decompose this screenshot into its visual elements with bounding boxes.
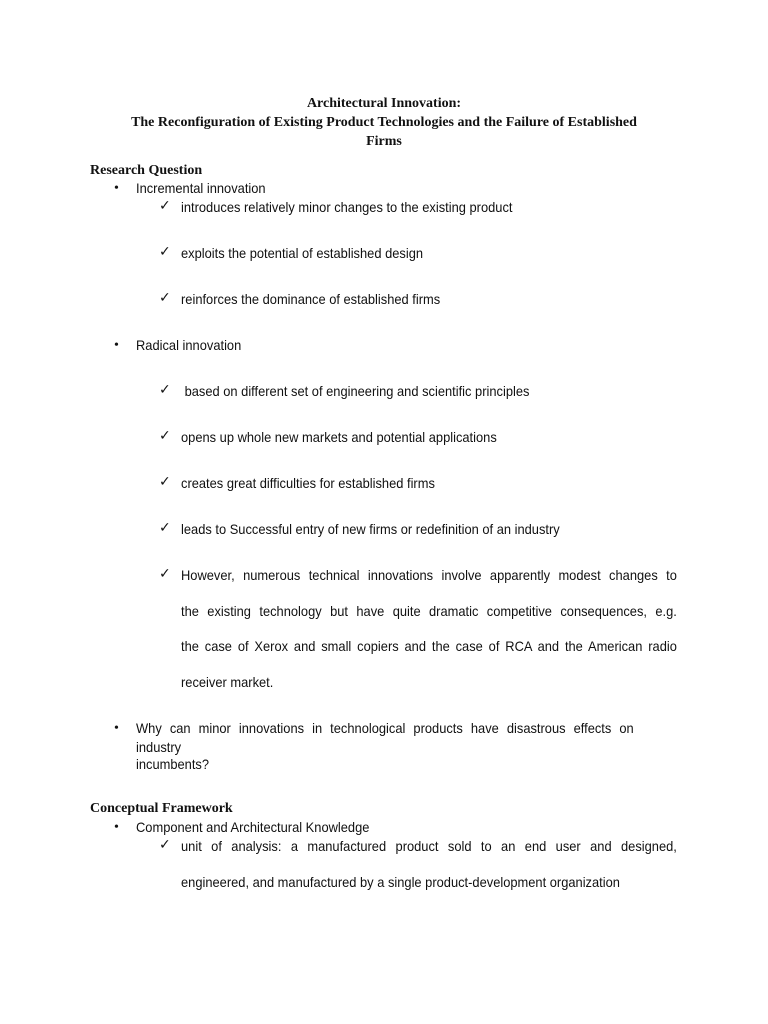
radical-item-4: leads to Successful entry of new firms or redefinition of an industry: [181, 521, 560, 537]
unit-of-analysis-line-1: unit of analysis: a manufactured product sold to an end user and designed,: [181, 838, 677, 854]
incremental-item-1: introduces relatively minor changes to the existing product: [181, 199, 513, 215]
checkmark-icon: ✓: [159, 566, 171, 582]
bullet-icon: •: [114, 181, 119, 196]
checkmark-icon: ✓: [159, 428, 171, 444]
however-line-1: However, numerous technical innovations involve apparently modest changes to: [181, 567, 677, 583]
however-line-2: the existing technology but have quite dramatic competitive consequences, e.g.: [181, 603, 677, 619]
checkmark-icon: ✓: [159, 520, 171, 536]
checkmark-icon: ✓: [159, 244, 171, 260]
document-title-line-1: Architectural Innovation:: [306, 96, 462, 111]
checkmark-icon: ✓: [159, 290, 171, 306]
bullet-icon: •: [114, 820, 119, 835]
conceptual-framework-heading: Conceptual Framework: [90, 801, 233, 816]
radical-item-1: based on different set of engineering and scientific principles: [181, 383, 530, 399]
document-title-line-2: The Reconfiguration of Existing Product Technologies and the Failure of Established: [131, 115, 637, 130]
checkmark-icon: ✓: [159, 382, 171, 398]
checkmark-icon: ✓: [159, 198, 171, 214]
research-question-heading: Research Question: [90, 163, 203, 178]
however-line-4: receiver market.: [181, 674, 274, 690]
radical-item-3: creates great difficulties for established firms: [181, 475, 435, 491]
checkmark-icon: ✓: [159, 837, 171, 853]
incremental-item-3: reinforces the dominance of established firms: [181, 291, 441, 307]
unit-of-analysis-line-2: engineered, and manufactured by a single product-development organization: [181, 874, 620, 890]
bullet-icon: •: [114, 721, 119, 736]
document-title-line-3: Firms: [366, 134, 402, 149]
incremental-item-2: exploits the potential of established design: [181, 245, 424, 261]
why-line-1: Why can minor innovations in technological products have disastrous effects on industry: [136, 720, 634, 755]
however-line-3: the case of Xerox and small copiers and the case of RCA and the American radio: [181, 638, 677, 654]
radical-item-2: opens up whole new markets and potential applications: [181, 429, 497, 445]
checkmark-icon: ✓: [159, 474, 171, 490]
incremental-innovation-label: Incremental innovation: [136, 180, 266, 196]
radical-innovation-label: Radical innovation: [136, 337, 242, 353]
why-line-2: incumbents?: [136, 756, 210, 772]
bullet-icon: •: [114, 338, 119, 353]
component-architectural-knowledge-label: Component and Architectural Knowledge: [136, 819, 370, 835]
